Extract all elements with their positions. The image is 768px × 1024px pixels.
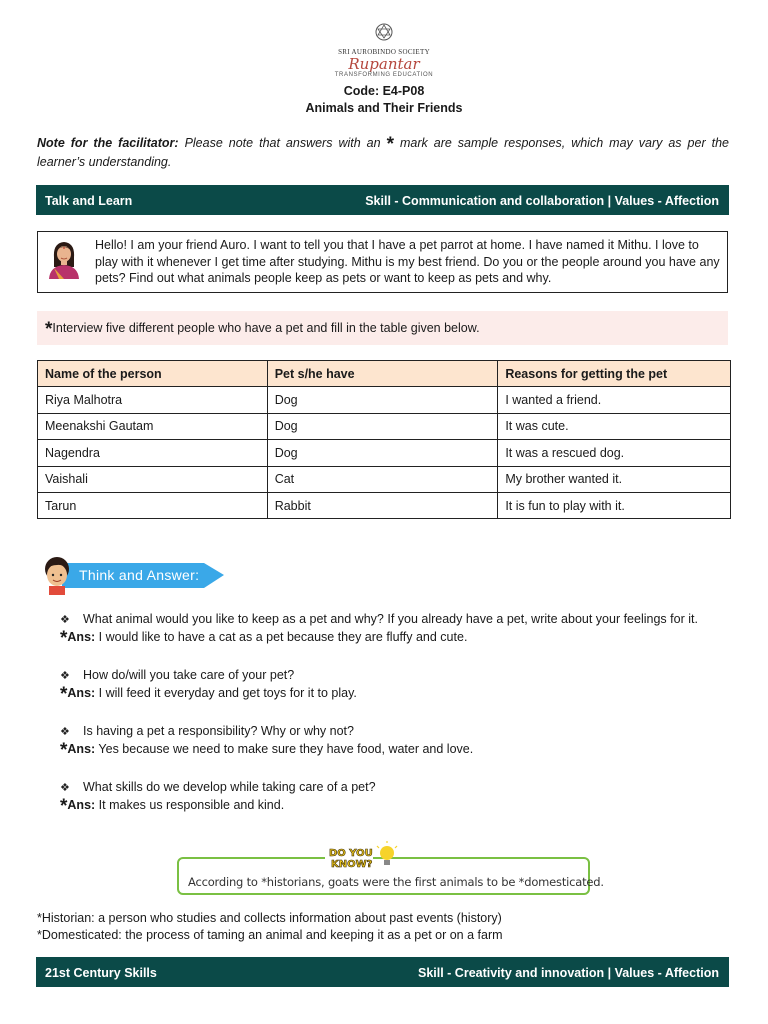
table-cell: Vaishali <box>38 466 268 492</box>
table-row <box>38 466 731 492</box>
logo-society: SRI AUROBINDO SOCIETY <box>338 48 430 56</box>
century-skills-banner <box>37 958 728 986</box>
auro-speech-text: Hello! I am your friend Auro. I want to tell you that I have a pet parrot at home. I have named it Mithu. I love to play with it whenever I get time after studying. Mithu is my best friend. Do you or the people around you have any pets? Find out what animals people keep as pets or want to keep as pets and why. <box>95 238 720 285</box>
table-header-cell: Name of the person <box>38 361 268 387</box>
pets-table <box>37 360 731 519</box>
note-label: Note for the facilitator: <box>37 136 179 150</box>
table-cell: Rabbit <box>267 492 498 518</box>
answer-label: Ans: <box>67 742 96 756</box>
answer-text: Yes because we need to make sure they have food, water and love. <box>95 742 474 756</box>
talk-banner-skills: Skill - Communication and collaboration | Values - Affection <box>365 194 719 208</box>
answer-label: Ans: <box>67 798 96 812</box>
answer-label: Ans: <box>67 686 96 700</box>
question-text: How do/will you take care of your pet? <box>83 668 295 682</box>
note-star: * <box>386 134 394 155</box>
diamond-bullet-icon: ❖ <box>60 726 70 738</box>
table-header-cell: Reasons for getting the pet <box>498 361 731 387</box>
table-row <box>38 387 731 413</box>
did-you-know-badge-icon <box>325 840 405 872</box>
table-cell: Dog <box>267 413 498 439</box>
page-title: Animals and Their Friends <box>305 101 463 115</box>
think-and-answer-label: Think and Answer: <box>79 567 200 583</box>
page-code: Code: E4-P08 <box>343 84 425 98</box>
table-cell: My brother wanted it. <box>498 466 731 492</box>
skills-banner-title: 21st Century Skills <box>45 966 157 980</box>
answer-star: * <box>60 740 68 761</box>
table-cell: Tarun <box>38 492 268 518</box>
answer-text: I will feed it everyday and get toys for it to play. <box>95 686 357 700</box>
did-you-know-text: According to *historians, goats were the first animals to be *domesticated. <box>188 875 604 889</box>
dyk-badge-line1: DO YOU <box>329 848 373 859</box>
glossary-domesticated: *Domesticated: the process of taming an animal and keeping it as a pet or on a farm <box>37 928 503 942</box>
table-cell: It is fun to play with it. <box>498 492 731 518</box>
table-cell: Dog <box>267 440 498 466</box>
logo-brand: Rupantar <box>348 55 420 73</box>
diamond-bullet-icon: ❖ <box>60 670 70 682</box>
glossary-historian: *Historian: a person who studies and collects information about past events (history) <box>37 911 502 925</box>
task-star: * <box>45 319 53 340</box>
dyk-badge-line2: KNOW? <box>331 859 373 870</box>
answer-star: * <box>60 796 68 817</box>
answer-label: Ans: <box>67 630 96 644</box>
skills-banner-skills: Skill - Creativity and innovation | Values - Affection <box>417 966 719 980</box>
lotus-logo-icon <box>372 22 396 42</box>
table-cell: Dog <box>267 387 498 413</box>
table-header-row <box>38 361 731 387</box>
question-text: What skills do we develop while taking care of a pet? <box>83 780 376 794</box>
table-cell: It was a rescued dog. <box>498 440 731 466</box>
table-cell: It was cute. <box>498 413 731 439</box>
table-cell: Meenakshi Gautam <box>38 413 268 439</box>
diamond-bullet-icon: ❖ <box>60 782 70 794</box>
table-header-cell: Pet s/he have <box>267 361 498 387</box>
table-row <box>38 492 731 518</box>
logo-tagline: TRANSFORMING EDUCATION <box>334 72 434 78</box>
interview-task <box>37 311 728 345</box>
question-text: What animal would you like to keep as a pet and why? If you already have a pet, write about your feelings for it. <box>83 612 698 626</box>
talk-banner-title: Talk and Learn <box>45 194 133 208</box>
teacher-avatar-icon <box>45 237 83 279</box>
diamond-bullet-icon: ❖ <box>60 614 70 626</box>
note-text-after: mark are sample responses, which may vary as per the learner’s understanding. <box>37 136 729 169</box>
facilitator-note <box>37 134 729 172</box>
auro-speech-box <box>37 231 728 293</box>
talk-and-learn-banner <box>37 186 728 214</box>
task-text: Interview five different people who have a pet and fill in the table given below. <box>52 321 480 335</box>
note-text-before: Please note that answers with an <box>178 136 387 150</box>
question-text: Is having a pet a responsibility? Why or why not? <box>83 724 354 738</box>
table-cell: Cat <box>267 466 498 492</box>
table-cell: I wanted a friend. <box>498 387 731 413</box>
answer-star: * <box>60 684 68 705</box>
answer-star: * <box>60 628 68 649</box>
table-row <box>38 440 731 466</box>
logo <box>0 22 768 78</box>
answer-text: I would like to have a cat as a pet because they are fluffy and cute. <box>95 630 468 644</box>
answer-text: It makes us responsible and kind. <box>95 798 285 812</box>
table-cell: Nagendra <box>38 440 268 466</box>
table-row <box>38 413 731 439</box>
table-cell: Riya Malhotra <box>38 387 268 413</box>
